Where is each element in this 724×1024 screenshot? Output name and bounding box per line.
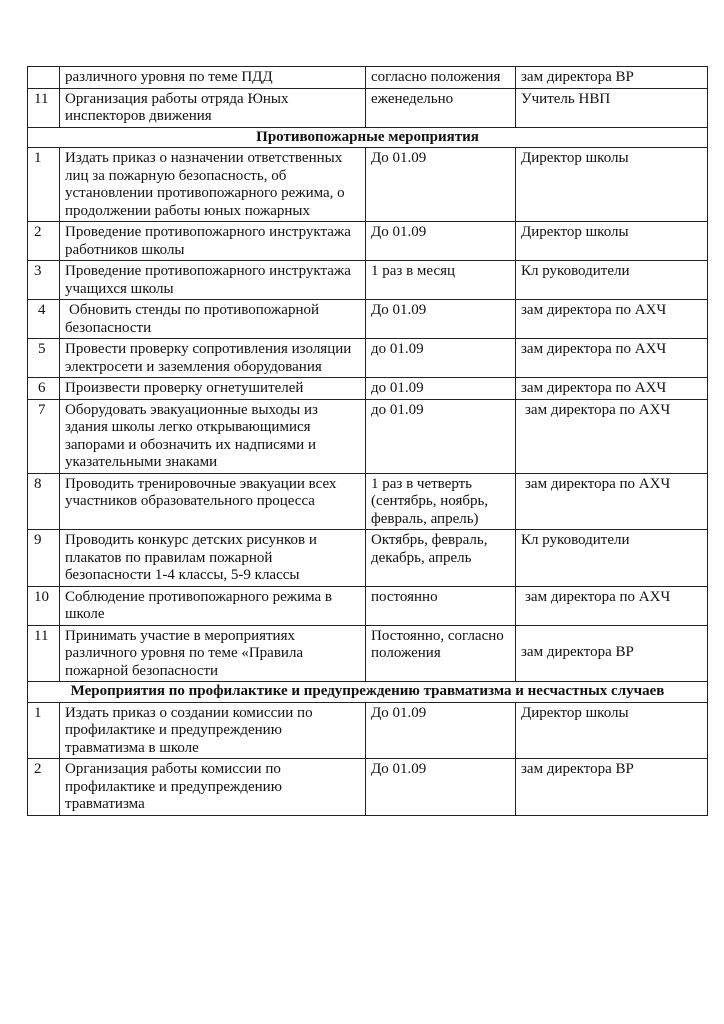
table-row — [28, 300, 708, 339]
responsible-cell: зам директора по АХЧ — [516, 300, 708, 339]
event-cell: Оборудовать эвакуационные выходы из здания школы легко открывающимися запорами и обозначить их надписями и указательными знаками — [60, 399, 366, 473]
responsible-text: зам директора ВР — [521, 643, 634, 660]
responsible-cell: зам директора ВР — [516, 759, 708, 816]
term-cell: 1 раз в месяц — [366, 261, 516, 300]
row-number: 6 — [28, 378, 60, 400]
event-cell: Проводить тренировочные эвакуации всех участников образовательного процесса — [60, 473, 366, 530]
table-row — [28, 759, 708, 816]
responsible-cell — [516, 625, 708, 682]
table-row — [28, 473, 708, 530]
responsible-cell: Директор школы — [516, 222, 708, 261]
term-cell: согласно положения — [366, 67, 516, 89]
section-header-row — [28, 127, 708, 148]
event-cell: Провести проверку сопротивления изоляции электросети и заземления оборудования — [60, 339, 366, 378]
table-row — [28, 261, 708, 300]
table-row — [28, 586, 708, 625]
responsible-cell: Учитель НВП — [516, 88, 708, 127]
event-cell: Проводить конкурс детских рисунков и плакатов по правилам пожарной безопасности 1-4 классы, 5-9 классы — [60, 530, 366, 587]
event-text: Обновить стенды по противопожарной безопасности — [65, 302, 320, 336]
event-cell — [60, 300, 366, 339]
event-cell: Произвести проверку огнетушителей — [60, 378, 366, 400]
term-cell: еженедельно — [366, 88, 516, 127]
event-cell: Принимать участие в мероприятиях различного уровня по теме «Правила пожарной безопасности — [60, 625, 366, 682]
row-number: 11 — [28, 88, 60, 127]
row-number: 2 — [28, 222, 60, 261]
term-cell: До 01.09 — [366, 759, 516, 816]
table-row — [28, 625, 708, 682]
row-number: 1 — [28, 148, 60, 222]
table-row — [28, 148, 708, 222]
table-row — [28, 702, 708, 759]
row-number: 10 — [28, 586, 60, 625]
section-title-fire: Противопожарные мероприятия — [28, 127, 708, 148]
responsible-cell: Директор школы — [516, 702, 708, 759]
term-cell: До 01.09 — [366, 300, 516, 339]
row-number: 5 — [28, 339, 60, 378]
event-cell: Проведение противопожарного инструктажа учащихся школы — [60, 261, 366, 300]
term-cell: До 01.09 — [366, 148, 516, 222]
term-cell: До 01.09 — [366, 702, 516, 759]
event-cell: Издать приказ о назначении ответственных лиц за пожарную безопасность, об установлении противопожарного режима, о продолжении работы юных пожарных — [60, 148, 366, 222]
event-cell: Соблюдение противопожарного режима в школе — [60, 586, 366, 625]
events-plan-table — [27, 66, 708, 816]
table-row — [28, 67, 708, 89]
row-number: 8 — [28, 473, 60, 530]
responsible-cell — [516, 586, 708, 625]
responsible-cell: зам директора по АХЧ — [516, 378, 708, 400]
term-cell: 1 раз в четверть (сентябрь, ноябрь, февраль, апрель) — [366, 473, 516, 530]
row-number: 3 — [28, 261, 60, 300]
row-number — [28, 67, 60, 89]
term-cell: Октябрь, февраль, декабрь, апрель — [366, 530, 516, 587]
term-cell: До 01.09 — [366, 222, 516, 261]
table-row — [28, 378, 708, 400]
table-row — [28, 399, 708, 473]
event-cell: Издать приказ о создании комиссии по профилактике и предупреждению травматизма в школе — [60, 702, 366, 759]
responsible-cell: Кл руководители — [516, 530, 708, 587]
responsible-cell — [516, 399, 708, 473]
responsible-cell: Кл руководители — [516, 261, 708, 300]
table-row — [28, 339, 708, 378]
table-row — [28, 88, 708, 127]
table-row — [28, 222, 708, 261]
row-number: 7 — [28, 399, 60, 473]
responsible-cell: Директор школы — [516, 148, 708, 222]
row-number: 1 — [28, 702, 60, 759]
term-cell: до 01.09 — [366, 378, 516, 400]
row-number: 2 — [28, 759, 60, 816]
responsible-text: зам директора по АХЧ — [525, 475, 671, 492]
table-row — [28, 530, 708, 587]
responsible-text: зам директора по АХЧ — [525, 401, 671, 418]
section-header-row — [28, 682, 708, 703]
event-cell: Организация работы комиссии по профилактике и предупреждению травматизма — [60, 759, 366, 816]
responsible-text: зам директора по АХЧ — [525, 588, 671, 605]
event-cell: различного уровня по теме ПДД — [60, 67, 366, 89]
event-cell: Проведение противопожарного инструктажа работников школы — [60, 222, 366, 261]
event-cell: Организация работы отряда Юных инспекторов движения — [60, 88, 366, 127]
row-number: 4 — [28, 300, 60, 339]
responsible-cell — [516, 473, 708, 530]
row-number: 11 — [28, 625, 60, 682]
term-cell: постоянно — [366, 586, 516, 625]
section-title-injury: Мероприятия по профилактике и предупреждению травматизма и несчастных случаев — [28, 682, 708, 703]
row-number: 9 — [28, 530, 60, 587]
term-cell: Постоянно, согласно положения — [366, 625, 516, 682]
responsible-cell: зам директора ВР — [516, 67, 708, 89]
term-cell: до 01.09 — [366, 399, 516, 473]
responsible-cell: зам директора по АХЧ — [516, 339, 708, 378]
term-cell: до 01.09 — [366, 339, 516, 378]
